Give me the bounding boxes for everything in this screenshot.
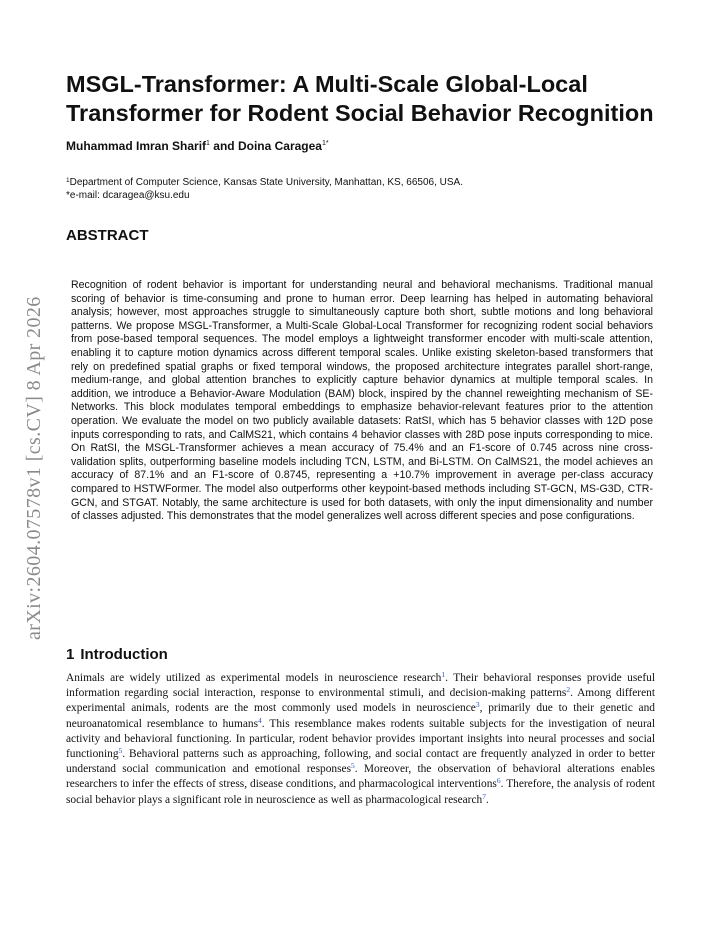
abstract-text: Recognition of rodent behavior is important for understanding neural and behavioral mechanisms. Traditional manual scoring of behavior is time-consuming and prone to human error. Deep learning has helped in automating behavioral analysis; however, most approaches struggle to simultaneously capture both short, subtle motions and long behavioral patterns. We propose MSGL-Transformer, a Multi-Scale Global-Local Transformer for recognizing rodent social behaviors from pose-based temporal sequences. The model employs a lightweight transformer encoder with multi-scale attention, enabling it to capture motion dynamics across different temporal scales. Unlike existing skeleton-based transformers that rely on predefined spatial graphs or fixed temporal windows, the proposed architecture integrates parallel short-range, medium-range, and global attention branches to explicitly capture behavior dynamics at multiple temporal scales. In addition, we introduce a Behavior-Aware Modulation (BAM) block, inspired by the channel reweighting mechanism of SE-Networks. This block modulates temporal embeddings to emphasize behavior-relevant features prior to the attention operation. We evaluate the model on two publicly available datasets: RatSI, which has 5 behavior classes with 12D pose inputs corresponding to rats, and CalMS21, which contains 4 behavior classes with 28D pose inputs corresponding to mice. On RatSI, the MSGL-Transformer achieves a mean accuracy of 75.4% and an F1-score of 0.745 across nine cross-validation splits, outperforming baseline models including TCN, LSTM, and Bi-LSTM. On CalMS21, the model achieves an accuracy of 87.1% and an F1-score of 0.8745, representing a +10.7% improvement in average per-class accuracy compared to HSTWFormer. The model also outperforms other keypoint-based methods including ST-GCN, MS-G3D, CTR-GCN, and STGAT. Notably, the same architecture is used for both datasets, with only the input dimensionality and number of classes adjusted. This demonstrates that the model generalizes well across different species and pose configurations. [71,279,653,523]
citation-link[interactable]: 1 [441,670,446,679]
author-list [66,139,666,153]
author-name-2: Doina Caragea [237,139,322,153]
intro-text-segment: . Behavioral patterns such as approaching, following, and social contact are frequently analyzed in order to better understand social communication and emotional responses [66,748,655,776]
affiliation-line [66,176,666,189]
paper-title-line-1: MSGL-Transformer: A Multi-Scale Global-Local [66,71,588,97]
citation-link[interactable]: 5 [118,746,123,756]
citation-link[interactable]: 2 [566,685,571,695]
intro-text-segment: . [485,793,489,806]
author-separator: and [209,139,238,153]
intro-text-segment: , primarily due to their genetic and neuroanatomical resemblance to humans [66,702,655,730]
section-number: 1 [66,646,75,663]
section-heading-introduction [66,646,168,663]
intro-text-segment: . Their behavioral responses provide useful information regarding social interaction, response to environmental stimuli, and decision-making patterns [66,672,655,700]
citation-link[interactable]: 7 [482,791,486,801]
affiliation-department: Department of Computer Science, Kansas State University, Manhattan, KS, 66506, USA. [69,177,463,188]
paper-title-line-2: Transformer for Rodent Social Behavior Recognition [66,100,654,126]
affiliation-block [66,176,666,202]
intro-text-segment: . Moreover, the observation of behavioral alterations enables researchers to infer the effects of stress, disease conditions, and pharmacological interventions [66,763,655,791]
author-name-1: Muhammad Imran Sharif [66,139,207,153]
section-title: Introduction [80,646,168,663]
author-affiliation-mark-2: 1* [321,140,329,147]
introduction-paragraph [66,671,655,808]
citation-link[interactable]: 4 [258,715,262,725]
citation-link[interactable]: 3 [475,700,480,710]
intro-text-segment: . Among different experimental animals, rodents are the most commonly used models in neuroscience [66,687,655,715]
corresponding-email: *e-mail: dcaragea@ksu.edu [66,190,190,201]
affiliation-mark: 1 [66,177,70,184]
citation-link[interactable]: 5 [351,761,355,771]
author-affiliation-mark-1: 1 [206,140,210,147]
paper-title [66,70,686,128]
arxiv-identifier-stamp: arXiv:2604.07578v1 [cs.CV] 8 Apr 2026 [23,296,45,640]
intro-text-segment: . This resemblance makes rodents suitable subjects for the investigation of neural activity and behavioral functioning. In particular, rodent behavior provides important insights into neural processes and social functioning [66,717,655,761]
citation-link[interactable]: 6 [496,776,501,786]
intro-text-segment: . Therefore, the analysis of rodent social behavior plays a significant role in neuroscience as well as pharmacological research [66,778,655,806]
intro-text-segment: Animals are widely utilized as experimental models in neuroscience research [66,672,442,684]
abstract-heading: ABSTRACT [66,227,149,244]
